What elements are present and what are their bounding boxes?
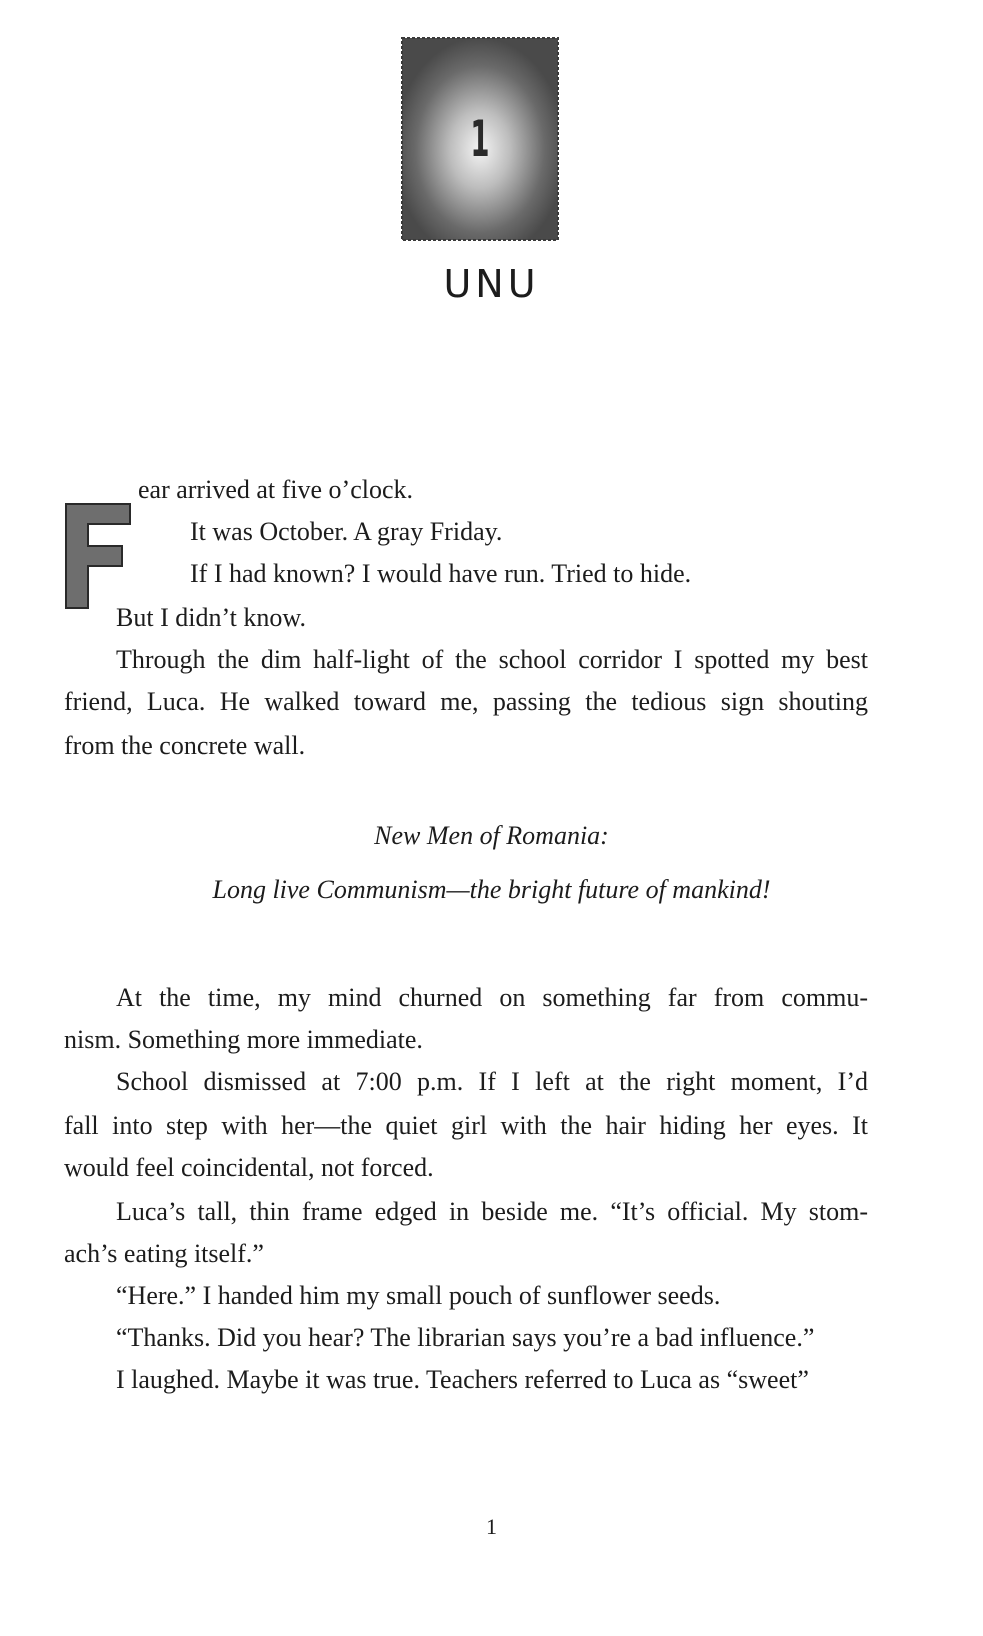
chapter-stamp [396, 32, 564, 246]
text-line: If I had known? I would have run. Tried to hide. [190, 559, 692, 588]
text-line: “Here.” I handed him my small pouch of sunflower seeds. [116, 1281, 721, 1310]
sign-quote-line: Long live Communism—the bright future of mankind! [212, 875, 771, 904]
text-line: from the concrete wall. [64, 731, 306, 760]
drop-cap [64, 502, 134, 612]
text-line: ach’s eating itself.” [64, 1239, 264, 1268]
chapter-title: UNU [443, 262, 540, 306]
text-line: I laughed. Maybe it was true. Teachers referred to Luca as “sweet” [116, 1365, 809, 1394]
text-line: It was October. A gray Friday. [190, 517, 503, 546]
text-line: ear arrived at five o’clock. [138, 475, 414, 504]
sign-quote-line: New Men of Romania: [374, 821, 609, 850]
text-line: nism. Something more immediate. [64, 1025, 423, 1054]
text-line: would feel coincidental, not forced. [64, 1153, 434, 1182]
page-number: 1 [486, 1514, 497, 1539]
text-line: Through the dim half-light of the school corridor I spotted my best [116, 645, 868, 674]
text-line: At the time, my mind churned on something far from commu- [116, 983, 868, 1012]
text-line: But I didn’t know. [116, 603, 306, 632]
chapter-number: 1 [470, 110, 490, 168]
text-line: fall into step with her—the quiet girl with the hair hiding her eyes. It [64, 1111, 868, 1140]
text-line: School dismissed at 7:00 p.m. If I left at the right moment, I’d [116, 1067, 868, 1096]
drop-cap-letter-icon [64, 502, 134, 612]
text-line: “Thanks. Did you hear? The librarian says you’re a bad influence.” [116, 1323, 815, 1352]
text-line: friend, Luca. He walked toward me, passing the tedious sign shouting [64, 687, 868, 716]
text-line: Luca’s tall, thin frame edged in beside me. “It’s official. My stom- [116, 1197, 868, 1226]
